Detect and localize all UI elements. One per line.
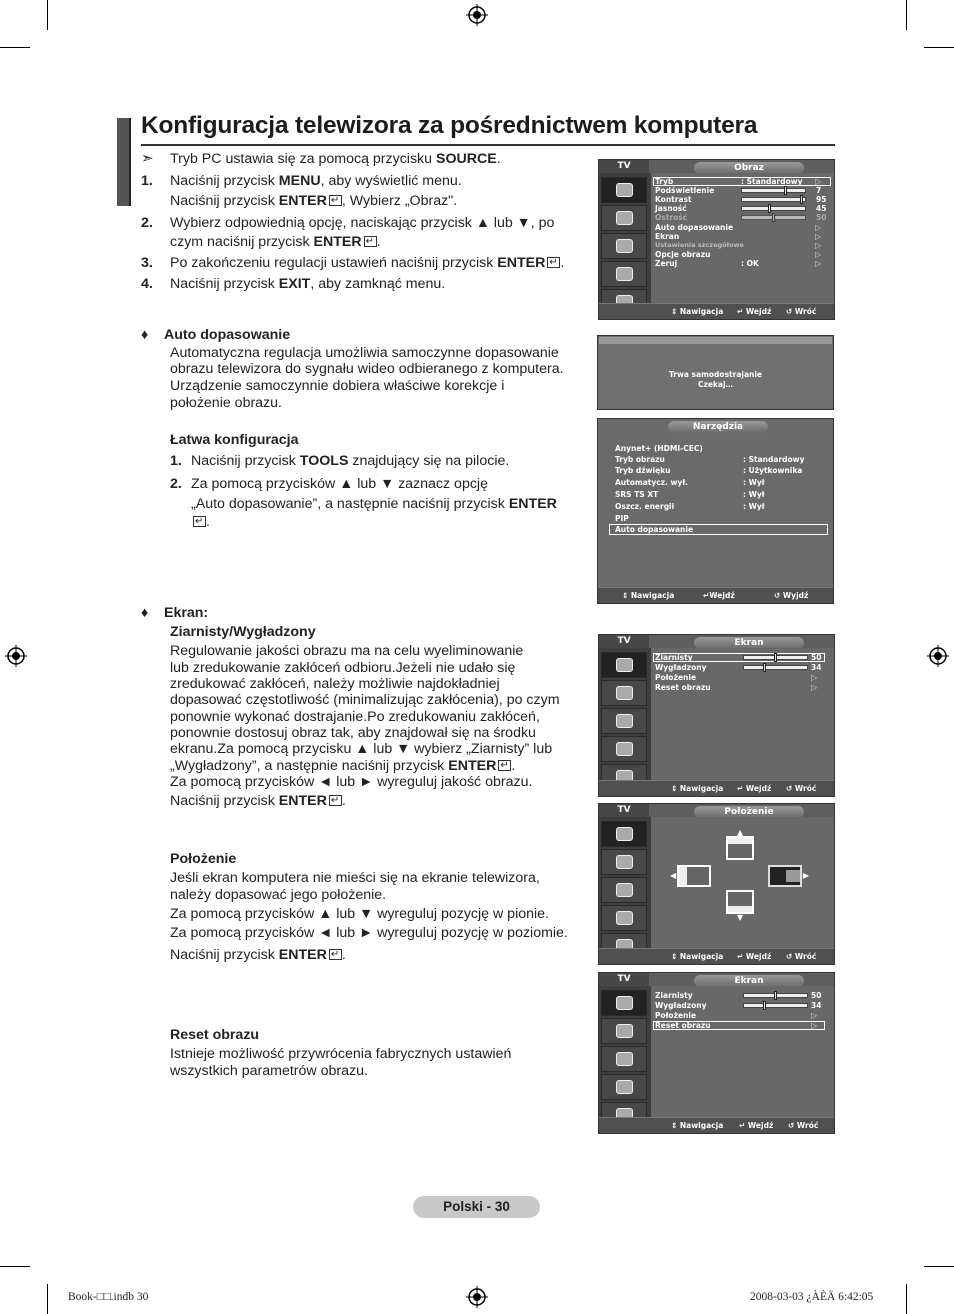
menu-item[interactable]: Ziarnisty bbox=[655, 991, 693, 1000]
paragraph-line: ekranu.Za pomocą przycisku ▲ lub ▼ wybierz „Ziarnisty” lub bbox=[170, 741, 553, 757]
arrow-right-icon: ▷ bbox=[815, 232, 822, 241]
menu-icon-strip bbox=[599, 648, 651, 782]
menu-header: Obraz bbox=[694, 162, 804, 174]
paragraph-line: Naciśnij przycisk ENTER↵ . bbox=[170, 793, 346, 810]
channel-icon bbox=[601, 233, 647, 259]
picture-icon bbox=[601, 652, 647, 678]
menu-item[interactable]: Tryb obrazu bbox=[615, 455, 665, 464]
paragraph-line: ponownie dostosuj obraz tak, aby znajdował się na środku bbox=[170, 725, 536, 741]
sound-icon bbox=[601, 205, 647, 231]
enter-hint: ↵Wejdź bbox=[703, 591, 735, 600]
crop-mark bbox=[0, 1266, 30, 1267]
menu-item[interactable]: SRS TS XT bbox=[615, 490, 659, 499]
enter-icon bbox=[329, 195, 342, 206]
menu-item[interactable]: Tryb dźwięku bbox=[615, 466, 671, 475]
channel-icon bbox=[601, 708, 647, 734]
setup-icon bbox=[601, 261, 647, 287]
menu-content bbox=[651, 817, 834, 950]
paragraph-line: „Wygładzony”, a następnie naciśnij przycisk ENTER↵ . bbox=[170, 758, 515, 775]
paragraph-line: Za pomocą przycisków ▲ lub ▼ wyreguluj pozycję w pionie. bbox=[170, 906, 549, 922]
step-line: Naciśnij przycisk TOOLS znajdujący się na pilocie. bbox=[191, 453, 510, 469]
menu-icon-strip bbox=[599, 173, 651, 305]
crop-mark bbox=[47, 1284, 48, 1314]
paragraph-line: ponownie wykonać dostrajanie.Po zredukowaniu zakłóceń, bbox=[170, 709, 540, 725]
menu-value: : Wył bbox=[743, 502, 765, 511]
setup-icon bbox=[601, 736, 647, 762]
paragraph-line: zredukować zakłóceń, należy możliwie najdokładniej bbox=[170, 676, 500, 692]
subheading: Ziarnisty/Wygładzony bbox=[170, 624, 316, 640]
arrow-right-icon: ▷ bbox=[811, 673, 818, 682]
paragraph-line: Jeśli ekran komputera nie mieści się na ekranie telewizora, bbox=[170, 870, 540, 886]
back-hint: ↺ Wyjdź bbox=[774, 591, 809, 600]
menu-item[interactable]: Jasność bbox=[655, 204, 687, 213]
enter-hint: ↵ Wejdź bbox=[737, 784, 772, 793]
registration-mark-icon bbox=[5, 645, 27, 667]
menu-ekran-screenshot bbox=[598, 634, 835, 797]
enter-icon bbox=[547, 257, 560, 268]
menu-footer bbox=[599, 780, 834, 796]
arrow-right-icon: ▷ bbox=[815, 250, 822, 259]
menu-value: 34 bbox=[811, 1001, 822, 1010]
progress-header-bar bbox=[599, 337, 832, 344]
menu-item[interactable]: Podświetlenie bbox=[655, 186, 715, 195]
menu-value: : Wył bbox=[743, 490, 765, 499]
slider-wygladzony[interactable] bbox=[743, 1003, 808, 1008]
step-line: czym naciśnij przycisk ENTER↵ . bbox=[170, 234, 381, 251]
step-number: 2. bbox=[170, 476, 182, 492]
page-number-badge: Polski - 30 bbox=[413, 1196, 540, 1218]
slider-wygladzony[interactable] bbox=[743, 665, 808, 670]
menu-header: Położenie bbox=[694, 806, 804, 818]
menu-item[interactable]: Tryb bbox=[655, 177, 674, 186]
menu-value: 50 bbox=[811, 653, 822, 662]
menu-value: : Wył bbox=[743, 478, 765, 487]
crop-mark bbox=[47, 0, 48, 30]
menu-value: 50 bbox=[811, 991, 822, 1000]
back-hint: ↺ Wróć bbox=[786, 784, 817, 793]
menu-content bbox=[651, 986, 834, 1119]
setup-icon bbox=[601, 905, 647, 931]
note-line: Tryb PC ustawia się za pomocą przycisku SOURCE. bbox=[170, 151, 501, 167]
section-sidebar-bar bbox=[117, 118, 131, 206]
menu-icon-strip bbox=[599, 986, 651, 1119]
step-line: „Auto dopasowanie”, a następnie naciśnij przycisk ENTER bbox=[191, 496, 557, 512]
slider-knob[interactable] bbox=[784, 186, 787, 195]
subheading: Łatwa konfiguracja bbox=[170, 432, 299, 448]
arrow-right-icon: ▷ bbox=[811, 683, 818, 692]
enter-icon bbox=[498, 760, 511, 771]
enter-icon bbox=[193, 516, 206, 527]
menu-footer bbox=[599, 1117, 834, 1133]
crop-mark bbox=[0, 47, 30, 48]
paragraph-line: dopasować częstotliwość (minimalizując zakłócenia), po czym bbox=[170, 692, 560, 708]
menu-item[interactable]: Anynet+ (HDMI-CEC) bbox=[615, 444, 703, 453]
registration-mark-icon bbox=[927, 645, 949, 667]
position-right-box[interactable]: ▶ bbox=[768, 865, 802, 887]
menu-polozenie-screenshot bbox=[598, 803, 835, 965]
step-number: 2. bbox=[141, 215, 153, 231]
registration-mark-icon bbox=[466, 1286, 488, 1308]
menu-item[interactable]: Automatycz. wył. bbox=[615, 478, 688, 487]
menu-item[interactable]: Reset obrazu bbox=[655, 1021, 711, 1030]
menu-value: 7 bbox=[816, 186, 822, 195]
subheading: Położenie bbox=[170, 851, 237, 867]
bullet-icon: ♦ bbox=[141, 605, 149, 621]
channel-icon bbox=[601, 877, 647, 903]
step-line: Naciśnij przycisk ENTER↵ , Wybierz „Obraz". bbox=[170, 193, 457, 210]
crop-mark bbox=[924, 1266, 954, 1267]
registration-mark-icon bbox=[466, 4, 488, 26]
step-line: Po zakończeniu regulacji ustawień naciśnij przycisk ENTER↵ . bbox=[170, 255, 564, 272]
menu-item[interactable]: Oszcz. energii bbox=[615, 502, 675, 511]
arrow-right-icon: ▷ bbox=[811, 1021, 818, 1030]
menu-value: : Użytkownika bbox=[743, 466, 803, 475]
arrow-right-icon: ▷ bbox=[815, 259, 822, 268]
paragraph-line: Regulowanie jakości obrazu ma na celu wyeliminowanie bbox=[170, 643, 524, 659]
paragraph-line: Automatyczna regulacja umożliwia samoczynne dopasowanie bbox=[170, 345, 559, 361]
progress-wait: Czekaj… bbox=[697, 380, 734, 389]
picture-icon bbox=[601, 177, 647, 203]
step-line: Naciśnij przycisk EXIT, aby zamknąć menu. bbox=[170, 276, 446, 292]
back-hint: ↺ Wróć bbox=[786, 307, 817, 316]
crop-mark bbox=[906, 1284, 907, 1314]
menu-header: Narzędzia bbox=[668, 421, 768, 433]
print-footer-left: Book-□□.indb 30 bbox=[68, 1291, 149, 1303]
menu-footer bbox=[599, 303, 834, 319]
bullet-icon: ♦ bbox=[141, 327, 149, 343]
page-title: Konfiguracja telewizora za pośrednictwem komputera bbox=[141, 112, 758, 139]
enter-icon bbox=[329, 949, 342, 960]
menu-obraz-screenshot bbox=[598, 159, 835, 320]
subheading: Reset obrazu bbox=[170, 1027, 260, 1043]
sound-icon bbox=[601, 849, 647, 875]
menu-value: 45 bbox=[816, 204, 827, 213]
slider-knob[interactable] bbox=[774, 653, 777, 662]
step-number: 4. bbox=[141, 276, 153, 292]
step-number: 1. bbox=[141, 173, 153, 189]
slider-podswietlenie[interactable] bbox=[741, 188, 806, 193]
slider-knob[interactable] bbox=[763, 1001, 766, 1010]
menu-footer bbox=[598, 587, 833, 603]
paragraph-line: Za pomocą przycisków ◄ lub ► wyreguluj jakość obrazu. bbox=[170, 774, 533, 790]
section-heading: Auto dopasowanie bbox=[164, 327, 291, 343]
tv-tab: TV bbox=[599, 973, 649, 986]
step-number: 1. bbox=[170, 453, 182, 469]
sound-icon bbox=[601, 1018, 647, 1044]
menu-ekran-reset-screenshot bbox=[598, 972, 835, 1134]
slider-knob[interactable] bbox=[774, 991, 777, 1000]
nav-hint: ⇕ Nawigacja bbox=[671, 952, 724, 961]
paragraph-line: Urządzenie samoczynnie dobiera właściwe korekcje i bbox=[170, 378, 505, 394]
menu-value: 50 bbox=[816, 213, 827, 222]
paragraph-line: obrazu telewizora do sygnału wideo odbieranego z komputera. bbox=[170, 361, 564, 377]
step-line: ↵. bbox=[191, 514, 210, 531]
menu-item[interactable]: Zeruj bbox=[655, 259, 678, 268]
arrow-right-icon: ▷ bbox=[815, 177, 822, 186]
menu-item[interactable]: Ostrość bbox=[655, 213, 688, 222]
menu-header: Ekran bbox=[694, 975, 804, 987]
menu-footer bbox=[599, 948, 834, 964]
tools-menu-screenshot bbox=[597, 418, 834, 604]
crop-mark bbox=[906, 0, 907, 30]
menu-item[interactable]: Położenie bbox=[655, 1011, 697, 1020]
title-underline bbox=[141, 144, 835, 146]
progress-message: Trwa samodostrajanie bbox=[668, 370, 763, 379]
enter-hint: ↵ Wejdź bbox=[737, 307, 772, 316]
menu-item[interactable]: PIP bbox=[615, 514, 629, 523]
tv-tab: TV bbox=[599, 160, 649, 173]
paragraph-line: Istnieje możliwość przywrócenia fabrycznych ustawień bbox=[170, 1046, 512, 1062]
menu-value: : OK bbox=[741, 259, 759, 268]
channel-icon bbox=[601, 1046, 647, 1072]
tv-tab: TV bbox=[599, 804, 649, 817]
menu-value: 95 bbox=[816, 195, 827, 204]
back-hint: ↺ Wróć bbox=[786, 952, 817, 961]
note-icon: ➣ bbox=[141, 150, 154, 167]
crop-mark bbox=[924, 47, 954, 48]
arrow-right-icon: ▷ bbox=[815, 241, 822, 250]
menu-item[interactable]: Wygładzony bbox=[655, 663, 707, 672]
slider-ostrosc[interactable] bbox=[741, 215, 806, 220]
setup-icon bbox=[601, 1074, 647, 1100]
slider-knob[interactable] bbox=[763, 663, 766, 672]
menu-item[interactable]: Położenie bbox=[655, 673, 697, 682]
menu-item[interactable]: Kontrast bbox=[655, 195, 692, 204]
menu-value: : Standardowy bbox=[741, 177, 803, 186]
enter-hint: ↵ Wejdź bbox=[737, 952, 772, 961]
menu-icon-strip bbox=[599, 817, 651, 950]
slider-ziarnisty[interactable] bbox=[743, 993, 808, 998]
step-line: Wybierz odpowiednią opcję, naciskając przycisk ▲ lub ▼, po bbox=[170, 215, 555, 231]
menu-value: : Standardowy bbox=[743, 455, 805, 464]
menu-item[interactable]: Reset obrazu bbox=[655, 683, 711, 692]
menu-content bbox=[651, 173, 834, 305]
back-hint: ↺ Wróć bbox=[788, 1121, 819, 1130]
slider-knob[interactable] bbox=[772, 213, 775, 222]
paragraph-line: Za pomocą przycisków ◄ lub ► wyreguluj pozycję w poziomie. bbox=[170, 925, 568, 941]
menu-item[interactable]: Auto dopasowanie bbox=[655, 223, 734, 232]
menu-item[interactable]: Opcje obrazu bbox=[655, 250, 711, 259]
nav-hint: ⇕ Nawigacja bbox=[622, 591, 675, 600]
step-line: Naciśnij przycisk MENU, aby wyświetlić menu. bbox=[170, 173, 462, 189]
slider-jasnosc[interactable] bbox=[741, 206, 806, 211]
tv-tab: TV bbox=[599, 635, 649, 648]
step-line: Za pomocą przycisków ▲ lub ▼ zaznacz opcję bbox=[191, 476, 488, 492]
menu-item[interactable]: Ustawienia szczegółowe bbox=[655, 241, 744, 249]
paragraph-line: Naciśnij przycisk ENTER↵ . bbox=[170, 947, 346, 964]
picture-icon bbox=[601, 821, 647, 847]
picture-icon bbox=[601, 990, 647, 1016]
sound-icon bbox=[601, 680, 647, 706]
auto-adjust-progress-screenshot bbox=[597, 335, 834, 410]
slider-ziarnisty[interactable] bbox=[743, 655, 808, 660]
slider-kontrast[interactable] bbox=[741, 197, 806, 202]
arrow-right-icon: ▷ bbox=[815, 223, 822, 232]
paragraph-line: położenie obrazu. bbox=[170, 395, 283, 411]
nav-hint: ⇕ Nawigacja bbox=[671, 307, 724, 316]
step-number: 3. bbox=[141, 255, 153, 271]
nav-hint: ⇕ Nawigacja bbox=[671, 784, 724, 793]
enter-icon bbox=[364, 236, 377, 247]
print-footer-right: 2008-03-03 ¿ÀÈÄ 6:42:05 bbox=[750, 1291, 874, 1303]
menu-item[interactable]: Auto dopasowanie bbox=[615, 525, 694, 534]
menu-item[interactable]: Ekran bbox=[655, 232, 680, 241]
position-down-box[interactable]: ▼ bbox=[726, 890, 754, 914]
position-left-box[interactable]: ◀ bbox=[677, 865, 711, 887]
section-heading: Ekran: bbox=[164, 605, 209, 621]
menu-item[interactable]: Ziarnisty bbox=[655, 653, 693, 662]
paragraph-line: należy dopasować jego położenie. bbox=[170, 887, 387, 903]
paragraph-line: wszystkich parametrów obrazu. bbox=[170, 1063, 368, 1079]
enter-icon bbox=[329, 795, 342, 806]
nav-hint: ⇕ Nawigacja bbox=[671, 1121, 724, 1130]
menu-header: Ekran bbox=[694, 637, 804, 649]
arrow-right-icon: ▷ bbox=[811, 1011, 818, 1020]
menu-content bbox=[651, 648, 834, 782]
position-up-box[interactable]: ▲ bbox=[726, 836, 754, 860]
enter-hint: ↵ Wejdź bbox=[739, 1121, 774, 1130]
slider-knob[interactable] bbox=[800, 195, 803, 204]
slider-knob[interactable] bbox=[768, 204, 771, 213]
paragraph-line: lub zredukowanie zakłóceń odbioru.Jeżeli nie udało się bbox=[170, 660, 516, 676]
menu-item[interactable]: Wygładzony bbox=[655, 1001, 707, 1010]
menu-value: 34 bbox=[811, 663, 822, 672]
